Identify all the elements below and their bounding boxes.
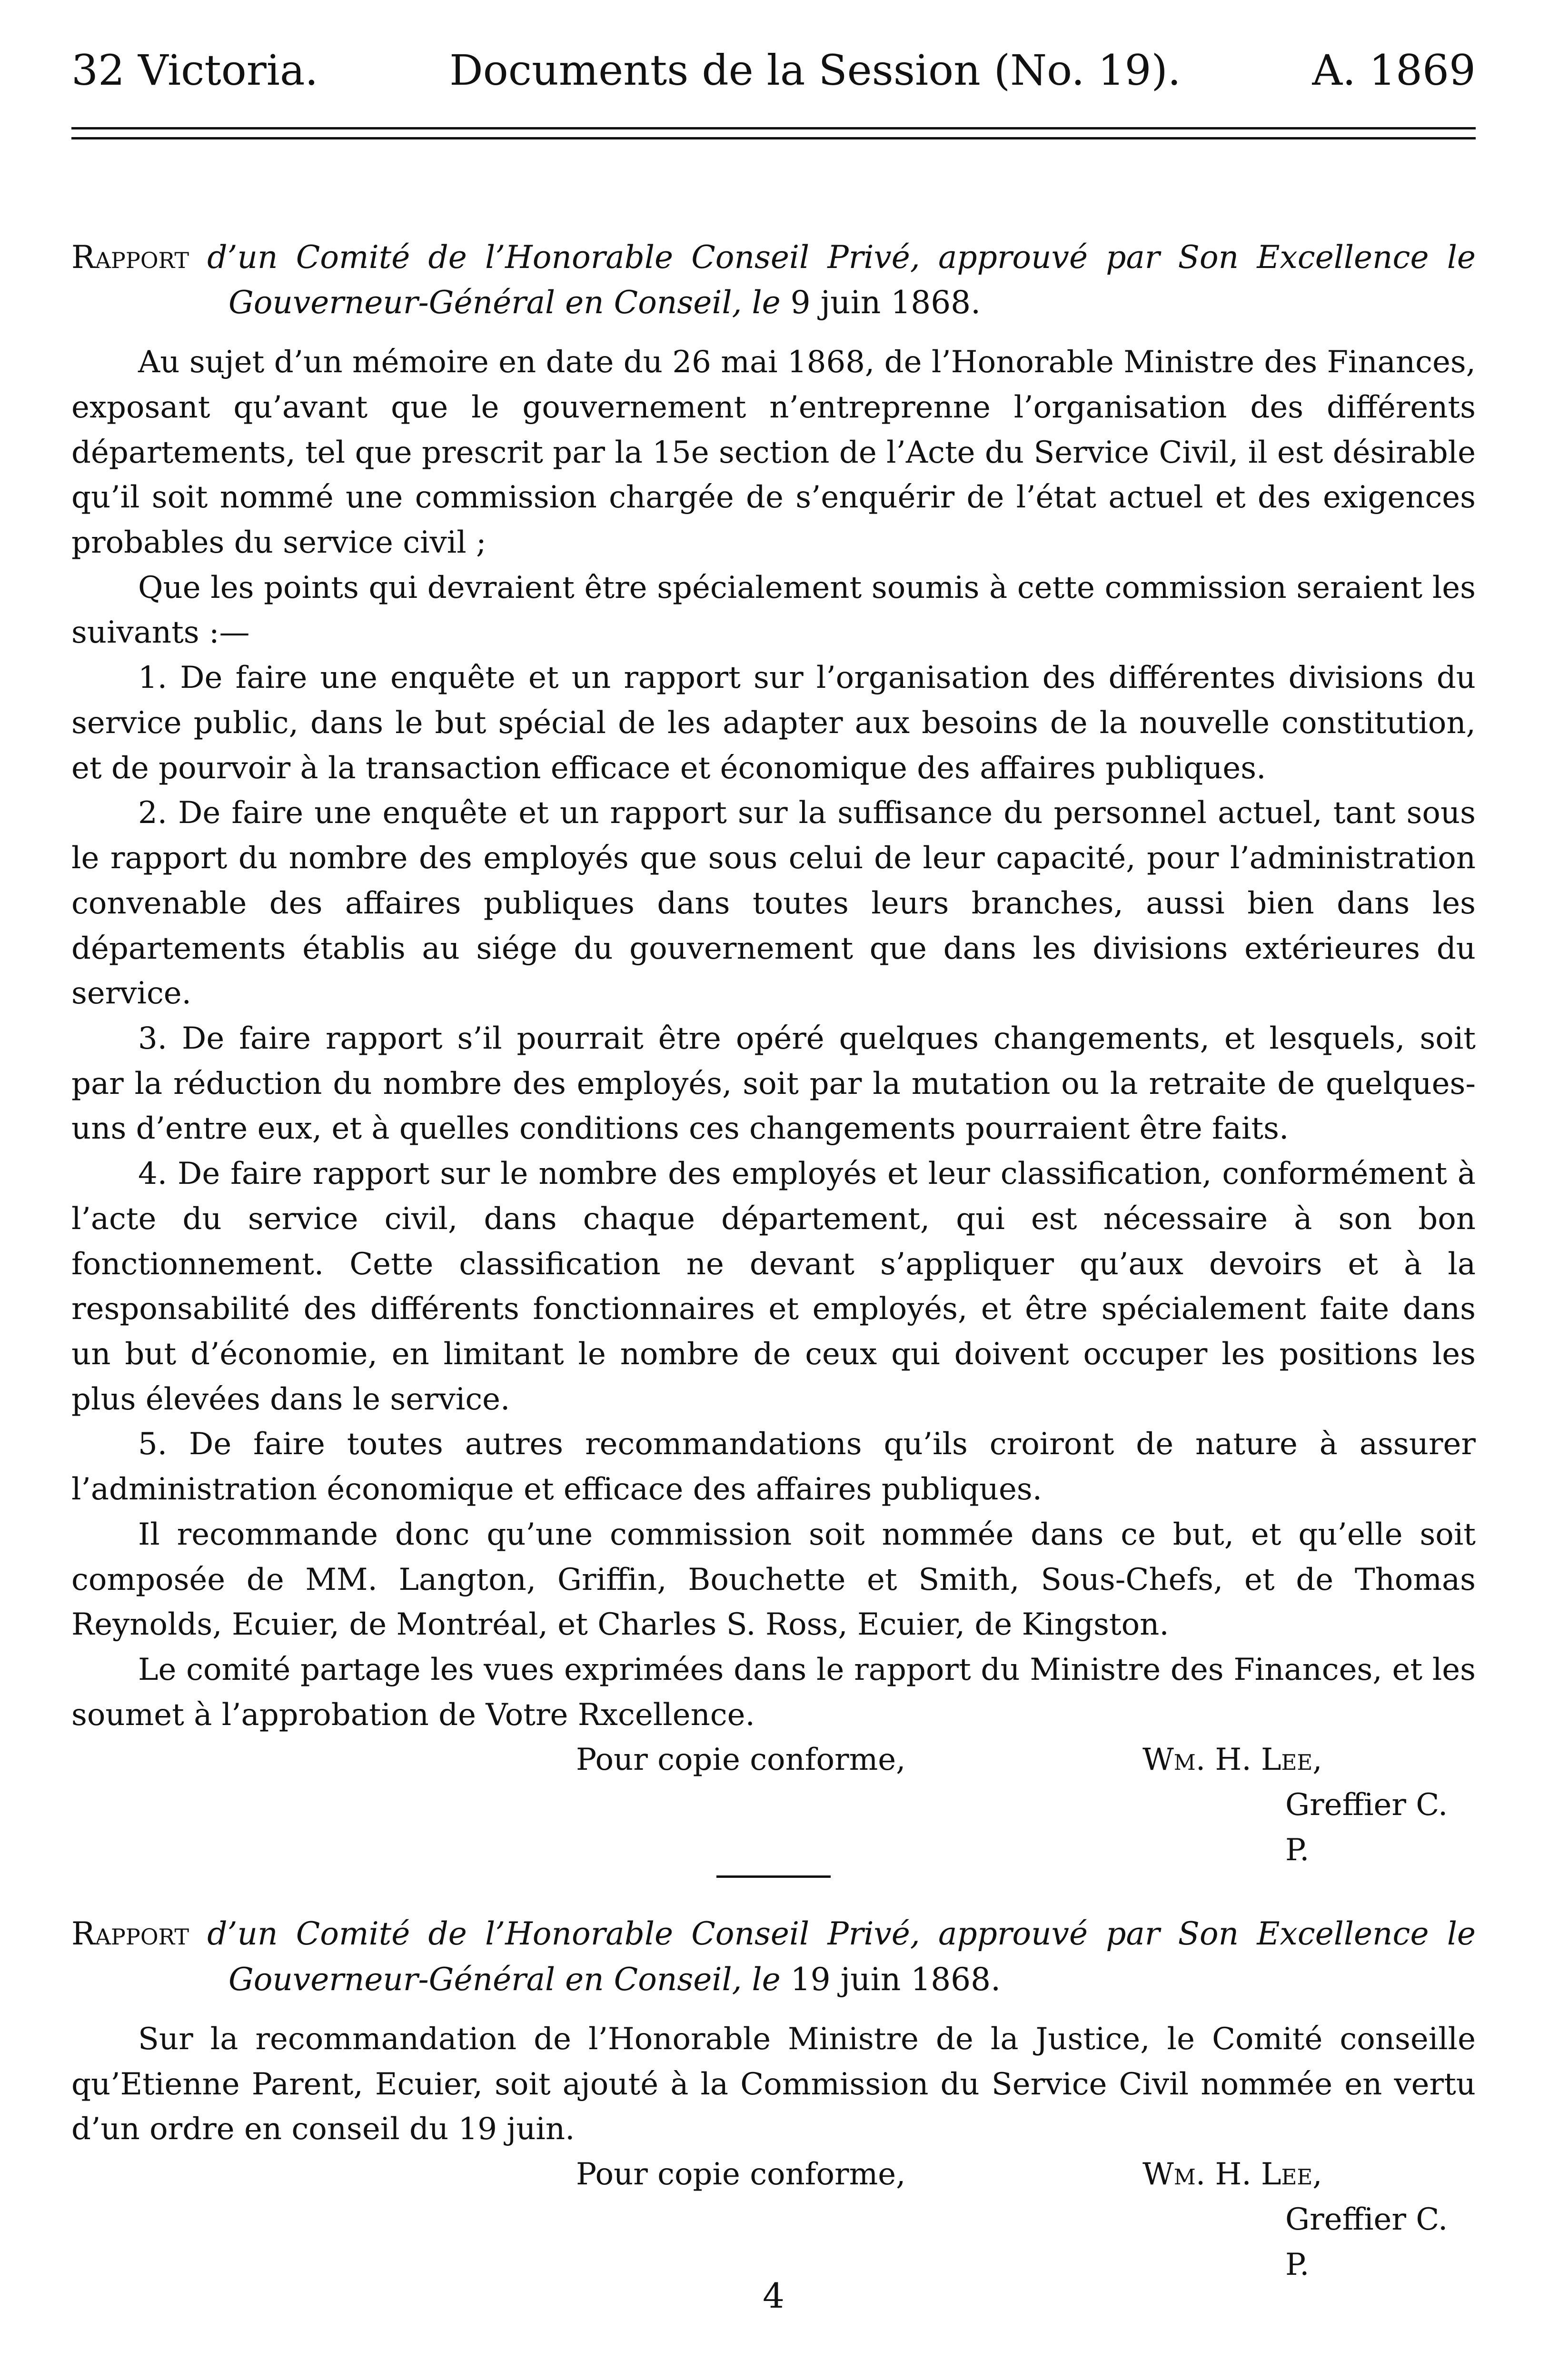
- header-right: A. 1869: [1312, 46, 1476, 95]
- signature-conforme: Pour copie conforme,: [576, 2156, 906, 2192]
- signature-name: Wm. H. Lee,: [1142, 2156, 1322, 2192]
- report-1-item-3: 3. De faire rapport s’il pourrait être opéré quelques changements, et lesquels, soit par la réduction du nombre des employés, soit par la mutation ou la retraite de quelques-uns d’entre eux, et à quelles conditions ces changements pourraient être faits.: [71, 1021, 1476, 1147]
- report-1-item-2: 2. De faire une enquête et un rapport sur la suffisance du personnel actuel, tant sous le rapport du nombre des employés que sous celui de leur capacité, pour l’administration convenable des affaires publiques dans toutes leurs branches, aussi bien dans les départements établis au siége du gouvernement que dans les divisions extérieures du service.: [71, 795, 1476, 1012]
- report-2-title-lead: Rapport: [71, 1915, 189, 1953]
- running-header: [71, 48, 1476, 94]
- report-1-paragraph: Que les points qui devraient être spécialement soumis à cette commission seraient les suivants :—: [71, 570, 1476, 651]
- report-1-paragraph: Il recommande donc qu’une commission soit nommée dans ce but, et qu’elle soit composée de MM. Langton, Griffin, Bouchette et Smith, Sous-Chefs, et de Thomas Reynolds, Ecuier, de Montréal, et Charles S. Ross, Ecuier, de Kingston.: [71, 1517, 1476, 1643]
- header-center: Documents de la Session (No. 19).: [449, 46, 1181, 95]
- report-2-title: [71, 1911, 1476, 2002]
- header-left: 32 Victoria.: [71, 46, 318, 95]
- report-1-title-text: d’un Comité de l’Honorable Conseil Privé, approuvé par Son Excellence le Gouverneur-Général en Conseil, le: [207, 238, 1476, 321]
- report-2-signature: [71, 2152, 1476, 2282]
- report-2-paragraph: Sur la recommandation de l’Honorable Ministre de la Justice, le Comité conseille qu’Etienne Parent, Ecuier, soit ajouté à la Commission du Service Civil nommée en vertu d’un ordre en conseil du 19 juin.: [71, 2021, 1476, 2147]
- report-1-item-1: 1. De faire une enquête et un rapport sur l’organisation des différentes divisions du service public, dans le but spécial de les adapter aux besoins de la nouvelle constitution, et de pourvoir à la transaction efficace et économique des affaires publiques.: [71, 660, 1476, 786]
- report-1-item-5: 5. De faire toutes autres recommandations qu’ils croiront de nature à assurer l’administration économique et efficace des affaires publiques.: [71, 1427, 1476, 1507]
- report-2-title-date: 19 juin 1868.: [790, 1961, 1001, 1998]
- document-page: [71, 48, 1476, 2316]
- report-1-item-4: 4. De faire rapport sur le nombre des employés et leur classification, conformément à l’acte du service civil, dans chaque département, qui est nécessaire à son bon fonctionnement. Cette classification ne devant s’appliquer qu’aux devoirs et à la responsabilité des différents fonctionnaires et employés, et être spécialement faite dans un but d’économie, en limitant le nombre de ceux qui doivent occuper les positions les plus élevées dans le service.: [71, 1156, 1476, 1417]
- header-double-rule: [71, 127, 1476, 139]
- page-number: 4: [763, 2275, 784, 2316]
- signature-name: Wm. H. Lee,: [1142, 1742, 1322, 1778]
- report-1-signature: [71, 1737, 1476, 1868]
- report-1-title-lead: Rapport: [71, 238, 189, 276]
- report-1-paragraph: Au sujet d’un mémoire en date du 26 mai 1868, de l’Honorable Ministre des Finances, exposant qu’avant que le gouvernement n’entreprenne l’organisation des différents départements, tel que prescrit par la 15e section de l’Acte du Service Civil, il est désirable qu’il soit nommé une commission chargée de s’enquérir de l’état actuel et des exigences probables du service civil ;: [71, 345, 1476, 561]
- report-2-title-text: d’un Comité de l’Honorable Conseil Privé, approuvé par Son Excellence le Gouverneur-Général en Conseil, le: [207, 1915, 1476, 1998]
- report-1-title: [71, 235, 1476, 326]
- signature-role: Greffier C. P.: [1285, 2202, 1448, 2282]
- report-1-paragraph: Le comité partage les vues exprimées dans le rapport du Ministre des Finances, et les soumet à l’approbation de Votre Rxcellence.: [71, 1652, 1476, 1733]
- section-divider: [716, 1875, 831, 1878]
- report-1-title-date: 9 juin 1868.: [790, 284, 981, 321]
- signature-role: Greffier C. P.: [1285, 1787, 1448, 1868]
- signature-conforme: Pour copie conforme,: [576, 1742, 906, 1778]
